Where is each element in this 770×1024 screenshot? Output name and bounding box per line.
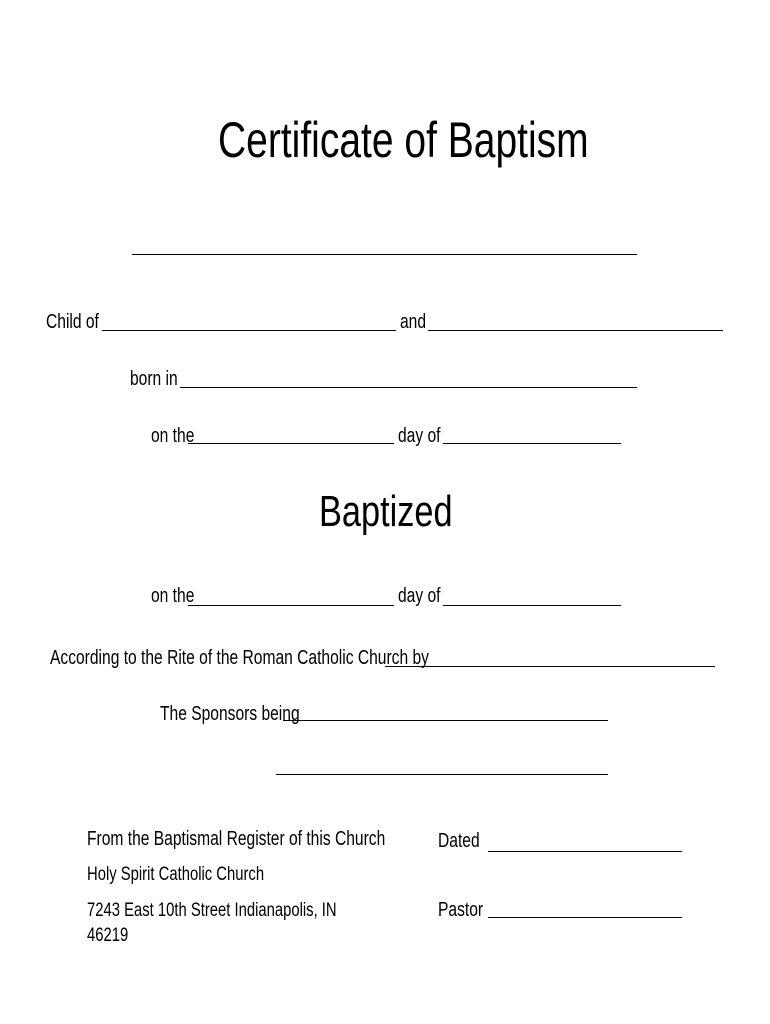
and-label: and bbox=[400, 311, 427, 333]
address-line1-wrap bbox=[87, 899, 407, 923]
birth-day-line bbox=[188, 443, 394, 444]
register-text: From the Baptismal Register of this Church bbox=[87, 828, 386, 850]
officiant-line bbox=[385, 666, 715, 667]
church-wrap bbox=[87, 863, 314, 887]
dated-label: Dated bbox=[438, 830, 480, 852]
baptism-on-the-label: on the bbox=[151, 585, 195, 607]
parent-1-line bbox=[102, 330, 396, 331]
address-line1: 7243 East 10th Street Indianapolis, IN bbox=[87, 900, 337, 921]
rite-label: According to the Rite of the Roman Catholic Church by bbox=[50, 647, 429, 669]
dated-wrap bbox=[438, 829, 491, 853]
address-line2-wrap bbox=[87, 924, 140, 948]
pastor-wrap bbox=[438, 898, 496, 922]
register-wrap bbox=[87, 827, 469, 851]
address-line2: 46219 bbox=[87, 925, 129, 946]
birth-day-of-label: day of bbox=[398, 425, 441, 447]
sponsors-wrap bbox=[160, 702, 339, 726]
pastor-line bbox=[488, 917, 682, 918]
parent-2-line bbox=[428, 330, 723, 331]
baptized-heading-wrap bbox=[319, 487, 490, 537]
dated-line bbox=[488, 851, 682, 852]
church-name: Holy Spirit Catholic Church bbox=[87, 864, 265, 885]
pastor-label: Pastor bbox=[438, 899, 484, 921]
birth-month-line bbox=[443, 443, 621, 444]
born-in-line bbox=[180, 387, 637, 388]
birth-on-the-label: on the bbox=[151, 425, 195, 447]
sponsor-2-line bbox=[276, 774, 608, 775]
birth-on-the-wrap bbox=[151, 424, 207, 448]
sponsors-label: The Sponsors being bbox=[160, 703, 300, 725]
baptized-heading: Baptized bbox=[319, 487, 453, 536]
baptism-month-line bbox=[443, 605, 621, 606]
birth-day-of-wrap bbox=[398, 424, 452, 448]
certificate-title: Certificate of Baptism bbox=[218, 112, 589, 168]
baptism-day-line bbox=[188, 605, 394, 606]
baptism-day-of-label: day of bbox=[398, 585, 441, 607]
child-of-label: Child of bbox=[46, 311, 99, 333]
certificate-title-wrap bbox=[218, 112, 693, 168]
born-in-label: born in bbox=[130, 368, 178, 390]
name-line bbox=[132, 254, 637, 255]
sponsor-1-line bbox=[283, 720, 608, 721]
